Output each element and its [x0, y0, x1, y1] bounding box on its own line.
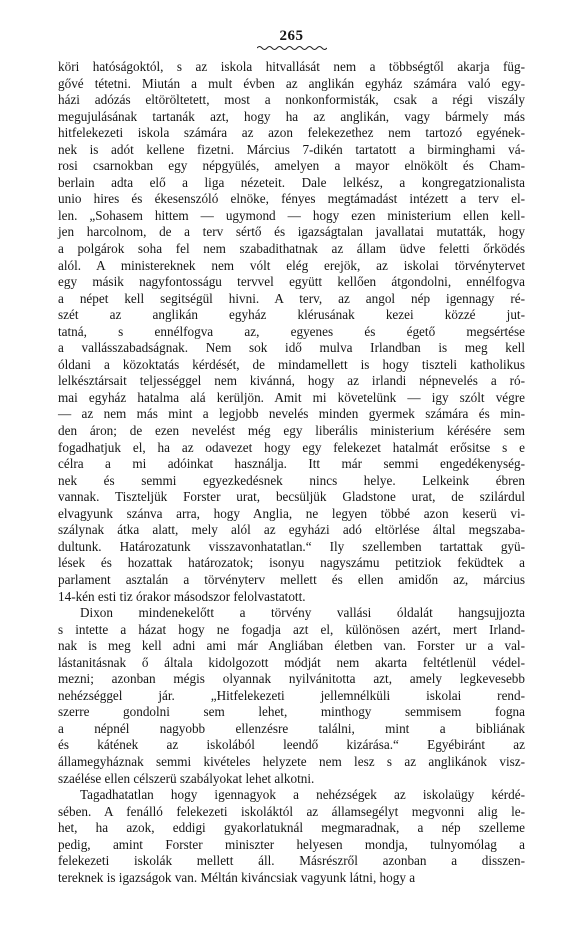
paragraph — [58, 787, 525, 886]
text-line: lelkésztársait teljességgel nem kivánná, hogy az irlandi népnevelés a ró- — [58, 373, 525, 389]
text-line: jen harcolnom, de a terv sértő és igazságtalan javallatai mutatták, hogy — [58, 224, 525, 240]
text-line: fogadhatjuk el, ha az odavezet hogy egy felekezet hatalmát erősitse s e — [58, 439, 525, 455]
text-line: a polgárok soha fel nem szabadithatnak az állam üdve feletti őrködés — [58, 241, 525, 257]
wavy-ornament-icon — [257, 45, 327, 51]
text-line: Dixon mindenekelőtt a törvény vallási óldalát hangsujjozta — [80, 605, 525, 621]
text-line: megujulásának tartanák azt, hogy ha az anglikán, vagy bármely más — [58, 108, 525, 124]
text-line: lástanitásnak ő általa kidolgozott módját nem akarta feltétlenül védel- — [58, 654, 525, 670]
text-line: szét az anglikán egyház klérusának kezei közzé jut- — [58, 307, 525, 323]
text-line: tereknek is igazságok van. Méltán kiváncsiak vagyunk látni, hogy a — [58, 869, 416, 885]
text-line: 14-kén esti tiz órakor másodszor felolvastatott. — [58, 588, 306, 604]
text-line: rosi csarnokban egy népgyülés, amelyen a mayor elnökölt és Cham- — [58, 158, 525, 174]
text-line: hitfelekezeti iskola számára az azon felekezethez nem tartozó egyének- — [58, 125, 525, 141]
text-line: szálynak átka alatt, mely alól az egyházi adó eltörlése által megszaba- — [58, 522, 525, 538]
text-line: szerre gondolni sem lehet, minthogy semmisem fogna — [58, 704, 525, 720]
text-line: szaélése ellen célszerü szabályokat lehet alkotni. — [58, 770, 315, 786]
text-line: s intette a házat hogy ne fogadja azt el, különösen azért, mert Irland- — [58, 621, 525, 637]
paragraph — [58, 605, 525, 787]
text-line: nek és semmi egyezkedésnek nincs helye. Lelkeink ébren — [58, 472, 525, 488]
text-line: a vallásszabadságnak. Nem sok idő mulva Irlandban is meg kell — [58, 340, 525, 356]
text-line: parlament asztalán a törvényterv mellett és ellen amidőn az, március — [58, 571, 525, 587]
body-text — [58, 59, 525, 886]
paragraph — [58, 59, 525, 605]
text-line: sében. A fenálló felekezeti iskoláktól az államsegélyt megvonni alig le- — [58, 803, 525, 819]
text-line: a népnél nagyobb ellenzésre találni, mint a bibliának — [58, 720, 525, 736]
text-line: den áron; de ezen nevelést még egy liberális ministerium kérésére sem — [58, 423, 525, 439]
text-line: és kátének az iskolából leendő kizárása.“ Egyébiránt az — [58, 737, 525, 753]
text-line: államegyháznak semmi kivételes helyzete nem lesz s az anglikánok visz- — [58, 753, 525, 769]
text-line: óldani a közoktatás kérdését, de mindamellett is hogy tiszteli katholikus — [58, 356, 525, 372]
text-line: mezni; azonban mégis olyannak nyilvánitotta azt, amely legkevesebb — [58, 671, 525, 687]
text-line: alól. A ministereknek nem vólt elég erejök, az iskolai törvénytervet — [58, 257, 525, 273]
text-line: gővé tétetni. Miután a mult évben az anglikán egyház számára való egy- — [58, 75, 525, 91]
text-line: a népet kell segitségül hivni. A terv, az angol nép igennagy ré- — [58, 290, 525, 306]
page-number: 265 — [279, 28, 304, 44]
text-line: egy másik nagyfontosságu tervvel együtt kellően átgondolni, ennélfogva — [58, 274, 525, 290]
text-line: — az nem más mint a legjobb nevelés minden gyermek számára és min- — [58, 406, 525, 422]
page-header — [58, 28, 525, 51]
text-line: mai egyház hatalma alá kerüljön. Amit mi követelünk — igy szólt végre — [58, 389, 525, 405]
text-line: Tagadhatatlan hogy igennagyok a nehézségek az iskolaügy kérdé- — [80, 787, 525, 803]
text-line: tatná, s ennélfogva az, egyenes és égető megsértése — [58, 323, 525, 339]
text-line: lések és hozattak határozatok; isonyu nagyszámu petitziok feküdtek a — [58, 555, 525, 571]
text-line: unio hires és ékesenszóló elnöke, fényes megtámadást intézett a terv el- — [58, 191, 525, 207]
text-line: felekezeti iskolák mellett áll. Másrészről azonban a disszen- — [58, 853, 525, 869]
text-line: célra a mi adóinkat használja. Itt már semmi engedékenység- — [58, 456, 525, 472]
text-line: házi adózás eltöröltetett, most a nonkonformisták, csak a régi viszály — [58, 92, 525, 108]
text-line: dultunk. Határozatunk visszavonhatatlan.“ Ily szellemben tartattak gyü- — [58, 538, 525, 554]
text-line: vannak. Tiszteljük Forster urat, becsüljük Gladstone urat, de szilárdul — [58, 489, 525, 505]
text-line: len. „Sohasem hittem — ugymond — hogy ezen ministerium ellen kell- — [58, 207, 525, 223]
text-line: köri hatóságoktól, s az iskola hitvallását nem a többségtől akarja füg- — [58, 59, 525, 74]
text-line: pedig, amint Forster miniszter helyesen mondja, tulnyomólag a — [58, 836, 525, 852]
text-line: nak is meg kell adni ami már Angliában életben van. Forster ur a val- — [58, 638, 525, 654]
text-line: berlain adta elő a liga nézeteit. Dale lelkész, a kongregatzionalista — [58, 174, 525, 190]
text-line: het, ha azok, eddigi gyakorlatuknál megmaradnak, a nép szelleme — [58, 820, 525, 836]
text-line: nehézséggel jár. „Hitfelekezeti jellemnélküli iskolai rend- — [58, 687, 525, 703]
text-line: elvagyunk szánva arra, hogy Anglia, ne legyen többé azon keserü vi- — [58, 505, 525, 521]
text-line: nek is adót kellene fizetni. Március 7-dikén tartatott a birminghami vá- — [58, 141, 525, 157]
